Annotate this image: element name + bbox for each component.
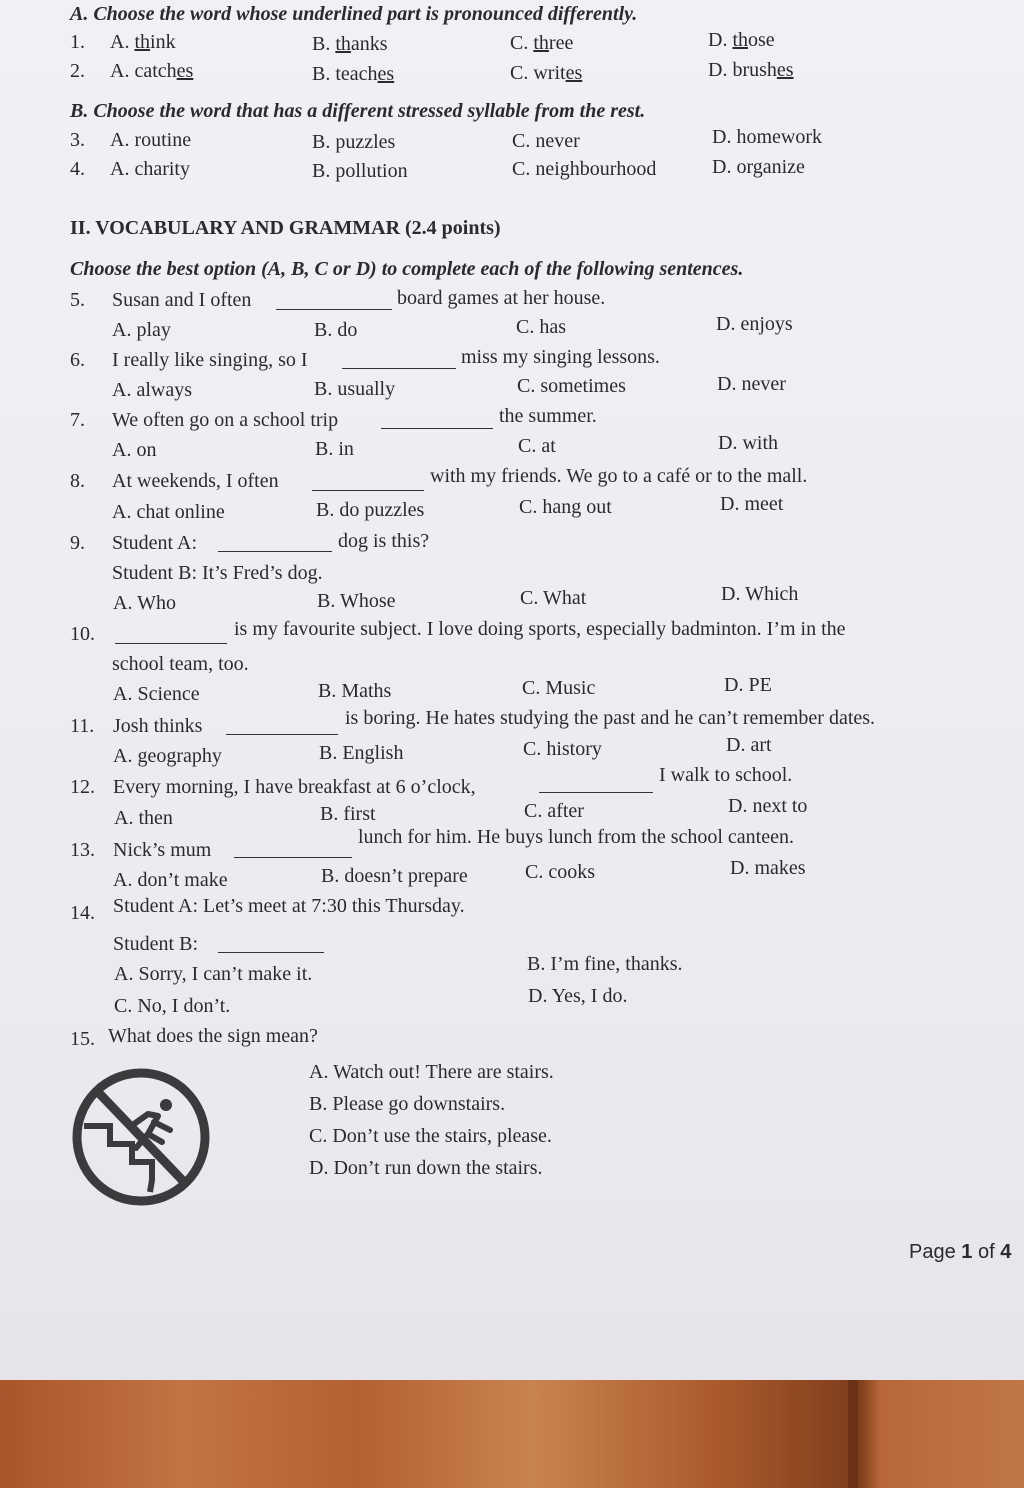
option-c: C. history xyxy=(523,738,602,760)
option-d: D. Which xyxy=(721,583,799,605)
question-text: lunch for him. He buys lunch from the school canteen. xyxy=(358,826,794,848)
option-a: A. charity xyxy=(110,158,190,180)
question-number: 8. xyxy=(70,470,85,492)
option-b: B. Please go downstairs. xyxy=(309,1093,506,1115)
option-c: C. Music xyxy=(522,677,596,699)
question-text: Nick’s mum xyxy=(113,839,212,861)
option-c: C. writes xyxy=(510,62,583,84)
answer-blank xyxy=(381,426,493,429)
option-d: D. homework xyxy=(712,126,822,148)
option-a: A. think xyxy=(110,31,176,53)
option-d: D. PE xyxy=(724,674,772,696)
section-2-instruction: Choose the best option (A, B, C or D) to complete each of the following sentences. xyxy=(70,258,744,280)
wooden-desk xyxy=(0,1380,1024,1488)
option-a: A. catches xyxy=(110,60,194,82)
question-number: 11. xyxy=(70,715,95,737)
option-b: B. thanks xyxy=(312,33,388,55)
question-number: 13. xyxy=(70,839,95,861)
question-number: 9. xyxy=(70,532,85,554)
answer-blank xyxy=(276,307,392,310)
answer-blank xyxy=(218,950,324,953)
question-text: is boring. He hates studying the past and he can’t remember dates. xyxy=(345,707,876,729)
question-text: At weekends, I often xyxy=(112,470,279,492)
no-running-stairs-sign-icon xyxy=(70,1064,212,1210)
question-number: 4. xyxy=(70,158,85,180)
question-text: is my favourite subject. I love doing sports, especially badminton. I’m in the xyxy=(234,618,846,640)
option-b: B. in xyxy=(315,438,354,460)
option-c: C. has xyxy=(516,316,566,338)
question-text: with my friends. We go to a café or to the mall. xyxy=(430,465,808,487)
question-text: Every morning, I have breakfast at 6 o’clock, xyxy=(113,776,476,798)
option-c: C. cooks xyxy=(525,861,595,883)
option-c: C. No, I don’t. xyxy=(114,995,231,1017)
option-a: A. Who xyxy=(113,592,176,614)
question-number: 6. xyxy=(70,349,85,371)
option-d: D. Yes, I do. xyxy=(528,985,628,1007)
option-b: B. English xyxy=(319,742,404,764)
question-text: Susan and I often xyxy=(112,289,252,311)
question-text: Student A: xyxy=(112,532,198,554)
question-text: dog is this? xyxy=(338,530,430,552)
option-c: C. three xyxy=(510,32,574,54)
question-text: the summer. xyxy=(499,405,597,427)
option-a: A. Watch out! There are stairs. xyxy=(309,1061,554,1083)
answer-blank xyxy=(226,732,338,735)
option-c: C. sometimes xyxy=(517,375,626,397)
option-c: C. after xyxy=(524,800,584,822)
question-text: miss my singing lessons. xyxy=(461,346,660,368)
question-number: 15. xyxy=(70,1028,95,1050)
option-b: B. Maths xyxy=(318,680,392,702)
section-b-heading: B. Choose the word that has a different stressed syllable from the rest. xyxy=(70,100,646,122)
option-b: B. do puzzles xyxy=(316,499,425,521)
question-number: 5. xyxy=(70,289,85,311)
answer-blank xyxy=(115,641,227,644)
desk-seam xyxy=(848,1380,858,1488)
option-c: C. neighbourhood xyxy=(512,158,657,180)
answer-blank xyxy=(218,549,332,552)
option-d: D. meet xyxy=(720,493,784,515)
question-number: 7. xyxy=(70,409,85,431)
option-a: A. routine xyxy=(110,129,192,151)
option-c: C. never xyxy=(512,130,580,152)
question-text: school team, too. xyxy=(112,653,249,675)
question-text: I really like singing, so I xyxy=(112,349,308,371)
option-a: A. on xyxy=(112,439,157,461)
section-2-heading: II. VOCABULARY AND GRAMMAR (2.4 points) xyxy=(70,217,501,239)
option-c: C. hang out xyxy=(519,496,612,518)
option-d: D. art xyxy=(726,734,772,756)
option-d: D. Don’t run down the stairs. xyxy=(309,1157,543,1179)
question-number: 14. xyxy=(70,902,95,924)
question-text: Student B: xyxy=(113,933,199,955)
question-number: 12. xyxy=(70,776,95,798)
question-text: Student A: Let’s meet at 7:30 this Thursday. xyxy=(113,895,465,917)
page-number: Page 1 of 4 xyxy=(909,1241,1012,1263)
question-text: board games at her house. xyxy=(397,287,606,309)
option-a: A. play xyxy=(112,319,171,341)
option-d: D. organize xyxy=(712,156,805,178)
option-a: A. geography xyxy=(113,745,222,767)
option-d: D. makes xyxy=(730,857,806,879)
option-b: B. usually xyxy=(314,378,396,400)
question-number: 10. xyxy=(70,623,95,645)
option-c: C. at xyxy=(518,435,556,457)
question-text: What does the sign mean? xyxy=(108,1025,318,1047)
answer-blank xyxy=(342,366,456,369)
answer-blank xyxy=(234,855,352,858)
option-b: B. teaches xyxy=(312,63,395,85)
option-c: C. What xyxy=(520,587,587,609)
question-number: 2. xyxy=(70,60,85,82)
option-d: D. with xyxy=(718,432,778,454)
answer-blank xyxy=(312,488,424,491)
option-d: D. brushes xyxy=(708,59,794,81)
option-b: B. Whose xyxy=(317,590,396,612)
question-number: 1. xyxy=(70,31,85,53)
option-a: A. chat online xyxy=(112,501,225,523)
question-text: I walk to school. xyxy=(659,764,793,786)
option-a: A. Sorry, I can’t make it. xyxy=(114,963,313,985)
option-a: A. don’t make xyxy=(113,869,228,891)
option-b: B. puzzles xyxy=(312,131,396,153)
option-d: D. enjoys xyxy=(716,313,793,335)
option-b: B. first xyxy=(320,803,376,825)
answer-blank xyxy=(539,790,653,793)
question-text: Josh thinks xyxy=(113,715,203,737)
question-text: Student B: It’s Fred’s dog. xyxy=(112,562,323,584)
option-a: A. Science xyxy=(113,683,200,705)
question-number: 3. xyxy=(70,129,85,151)
option-d: D. never xyxy=(717,373,786,395)
option-d: D. next to xyxy=(728,795,808,817)
option-d: D. those xyxy=(708,29,775,51)
option-a: A. then xyxy=(114,807,173,829)
option-b: B. do xyxy=(314,319,358,341)
option-c: C. Don’t use the stairs, please. xyxy=(309,1125,552,1147)
option-b: B. I’m fine, thanks. xyxy=(527,953,683,975)
section-a-heading: A. Choose the word whose underlined part is pronounced differently. xyxy=(70,3,638,25)
option-a: A. always xyxy=(112,379,192,401)
option-b: B. doesn’t prepare xyxy=(321,865,468,887)
question-text: We often go on a school trip xyxy=(112,409,339,431)
option-b: B. pollution xyxy=(312,160,408,182)
